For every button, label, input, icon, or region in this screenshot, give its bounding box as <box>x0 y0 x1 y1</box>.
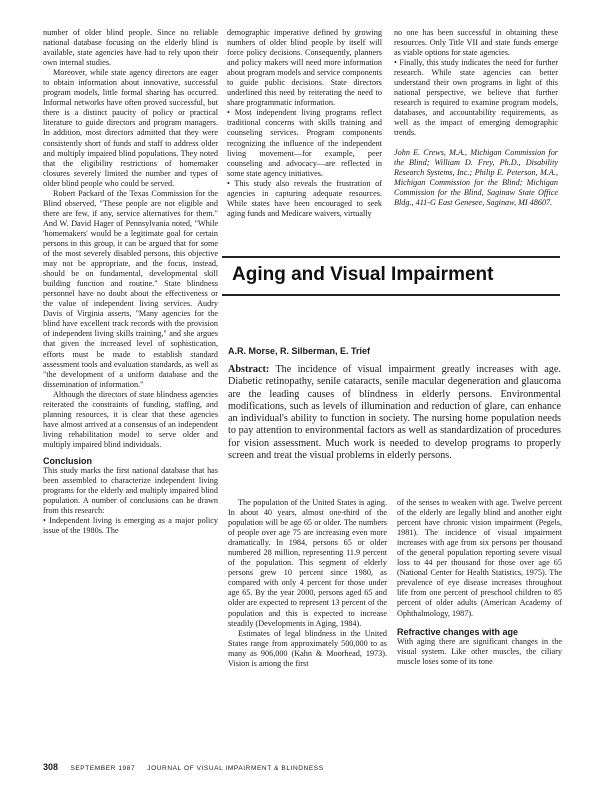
abstract <box>228 364 561 462</box>
paragraph: This study marks the first national database that has been assembled to characterize independent living programs for the elderly and multiply impaired blind population. A number of conclusions can be drawn from this research: <box>43 466 218 516</box>
abstract-text: The incidence of visual impairment greatly increases with age. Diabetic retinopathy, senile cataracts, senile macular degeneration and glaucoma are the leading causes of blindness in elderly persons. Environmental modifications, such as levels of illumination and reduction of glare, can enhance an individual's ability to function in society. The nursing home population needs to pay attention to environmental factors as well as standardization of procedures for vision assessment. Much work is needed to develop programs to properly screen and treat the visual problems in elderly persons. <box>228 364 561 462</box>
paragraph: The population of the United States is aging. In about 40 years, almost one-third of the population will be age 65 or older. The numbers of people over age 75 are increasing even more dramatically. In 1984, persons 65 or older numbered 28 million, representing 11.9 percent of the population. This segment of elderly persons grew 10 percent since 1980, as compared with only 4 percent for those under age 65. By the year 2000, persons aged 65 and older are expected to represent 13 percent of the population and this is expected to increase steadily (Developments in Aging, 1984). <box>228 498 387 628</box>
paragraph: no one has been successful in obtaining these resources. Only Title VII and state funds emerge as viable options for state agencies. <box>394 28 558 58</box>
body-column-left <box>228 498 387 669</box>
paragraph: of the senses to weaken with age. Twelve percent of the elderly are legally blind and another eight percent have chronic vision impairment (Pegels, 1981). The incidence of visual impairment increases with age from six persons per thousand of the general population reporting severe visual loss to 44 per thousand for those over age 65 (National Center for Health Statistics, 1975). The prevalence of eye disease increases throughout life from one percent of preschool children to 85 percent of older adults (American Academy of Ophthalmology, 1987). <box>397 498 562 618</box>
paragraph: Robert Packard of the Texas Commission for the Blind observed, "These people are not eligible and there are few, if any, service alternatives for them." And W. David Hager of Pennsylvania noted, "While 'homemakers' would be a legitimate goal for certain persons in this group, it can be argued that for some of the most severely disabled persons, this objective may not be appropriate, and the focus, instead, should be on fundamental, developmental skill building function and routine." State blindness personnel have no doubt about the effectiveness or the value of independent living services. Audry Davis of Virginia asserts, "Many agencies for the blind have excellent track records with the provision of independent living skills training," and she argues that given the increased level of sophistication, efforts must be made to establish standard assessment tools and evaluation standards, as well as "the development of a uniform database and the dissemination of information." <box>43 188 218 389</box>
page-number: 308 <box>43 762 59 772</box>
left-column <box>43 28 218 536</box>
paragraph: number of older blind people. Since no reliable national database focusing on the elderly blind is available, state agencies have had to rely upon their own internal studies. <box>43 28 218 68</box>
bullet-item: • This study also reveals the frustration of agencies in capturing adequate resources. While states have been encouraged to seek aging funds and Medicare waivers, virtually <box>227 178 382 218</box>
bullet-item: • Finally, this study indicates the need for further research. While state agencies can better understand their own programs in light of this national perspective, we believe that further research is required to examine program models, databases, and accountability requirements, as well as the impact of emerging demographic trends. <box>394 58 558 138</box>
article-title-banner <box>222 256 560 296</box>
page-footer <box>43 762 563 772</box>
right-column <box>394 28 558 208</box>
paragraph: Although the directors of state blindness agencies reiterated the constraints of funding, staffing, and planning resources, it is clear that these agencies have almost arrived at a consensus of an independent living rehabilitation model to serve older and multiply impaired blind individuals. <box>43 389 218 449</box>
section-heading-conclusion: Conclusion <box>43 455 92 466</box>
article-title: Aging and Visual Impairment <box>232 264 494 285</box>
paragraph: Estimates of legal blindness in the United States range from approximately 500,000 to as many as 906,000 (Kahn & Moorhead, 1973). Vision is among the first <box>228 628 387 668</box>
paragraph: Moreover, while state agency directors are eager to obtain information about innovative, successful program models, little formal sharing has occurred. Informal networks have often proved successful, but there is a distinct paucity of policy or practical literature to guide directors and program managers. In addition, most directors admitted that they were consistently short of funds and staff to address older and multiply impaired blind populations. They noted that the eligibility restrictions of homemaker closures severely limited the number and types of older blind people who could be served. <box>43 68 218 188</box>
author-affiliation: John E. Crews, M.A., Michigan Commission for the Blind; William D. Frey, Ph.D., Disability Research Systems, Inc.; Philip E. Peterson, M.A., Michigan Commission for the Blind; Michigan Commission for the Blind, Saginaw State Office Bldg., 411-G East Genesee, Saginaw, MI 48607. <box>394 147 558 207</box>
body-column-right <box>397 498 562 667</box>
article-authors: A.R. Morse, R. Silberman, E. Trief <box>228 346 371 356</box>
abstract-label: Abstract: <box>228 364 270 375</box>
middle-column <box>227 28 382 219</box>
section-heading-refractive: Refractive changes with age <box>397 626 519 637</box>
paragraph: With aging there are significant changes in the visual system. Like other muscles, the ciliary muscle loses some of its tone <box>397 636 562 666</box>
paragraph: demographic imperative defined by growing numbers of older blind people by itself will force policy decisions. Consequently, planners and policy makers will need more information about program models and service components to guide public decisions. State directors underlined this need by reiterating the need to share programmatic information. <box>227 28 382 108</box>
bullet-item: • Independent living is emerging as a major policy issue of the 1980s. The <box>43 516 218 536</box>
bullet-item: • Most independent living programs reflect traditional concerns with skills training and counseling services. Program components recognizing the influence of the independent living movement—for example, peer counseling and advocacy—are reflected in some state agency initiatives. <box>227 108 382 178</box>
footer-date: SEPTEMBER 1987 <box>70 765 136 772</box>
journal-name: JOURNAL OF VISUAL IMPAIRMENT & BLINDNESS <box>147 765 324 772</box>
